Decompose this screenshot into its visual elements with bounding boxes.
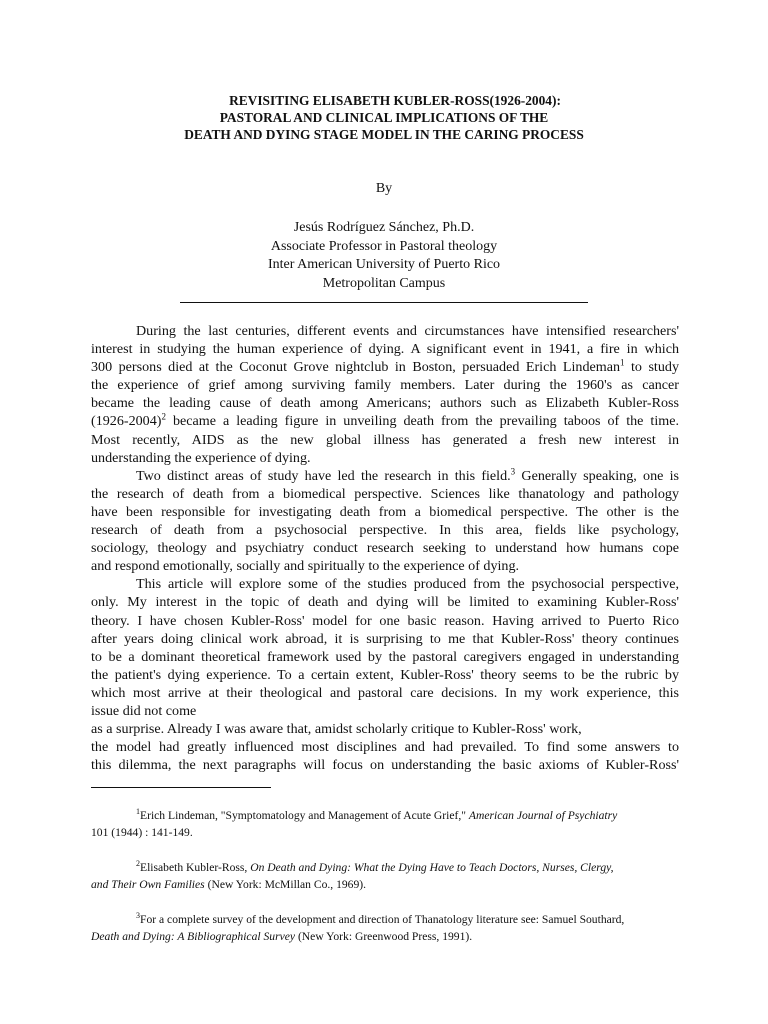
body-line: this dilemma, the next paragraphs will focus on understanding the basic axioms of Kubler-Ross': [91, 757, 679, 774]
body-line: Two distinct areas of study have led the research in this field.$^3$ Generally speaking, one is: [136, 466, 679, 484]
author-institution: Inter American University of Puerto Rico: [267, 257, 501, 272]
body-line: Most recently, AIDS as the new global illness has generated a fresh new interest in: [91, 431, 679, 448]
footnote-divider: [91, 787, 271, 788]
footnote-number: 3: [136, 911, 140, 921]
body-line: only. My interest in the topic of death and dying will be limited to examining Kubler-Ross': [91, 594, 679, 611]
body-text: [91, 322, 679, 774]
footnote-ref-2[interactable]: 2: [161, 411, 166, 422]
body-line: to be a dominant theoretical framework used by the pastoral caregivers engaged in understanding: [91, 648, 679, 665]
author-position: Associate Professor in Pastoral theology: [270, 238, 498, 254]
body-line: research of death from a psychosocial perspective. In this area, fields like psychology,: [91, 522, 679, 539]
body-line: the experience of grief among surviving family members. Later during the 1960's as cancer: [91, 377, 679, 394]
body-line: have been responsible for investigating death from a biomedical perspective. The other is the: [91, 503, 679, 520]
body-line: the patient's dying experience. To a certain extent, Kubler-Ross' theory seems to be the rubric by: [91, 666, 679, 683]
body-line: 300 persons died at the Coconut Grove nightclub in Boston, persuaded Erich Lindeman$^1$ to study: [91, 357, 679, 376]
byline: By: [375, 181, 393, 196]
body-line: sociology, theology and psychiatry conduct research seeking to understand how humans cope: [91, 540, 679, 557]
body-line: issue did not come: [91, 702, 197, 719]
body-line: (1926-2004)$^2$ became a leading figure in unveiling death from the prevailing taboos of the time.: [91, 411, 679, 430]
body-line: and respond emotionally, socially and spiritually to the experience of dying.: [91, 558, 520, 575]
body-line: During the last centuries, different events and circumstances have intensified researchers': [136, 323, 679, 339]
author-campus: Metropolitan Campus: [322, 275, 446, 291]
document-title: [90, 92, 678, 143]
journal-title: American Journal of Psychiatry: [468, 809, 618, 822]
body-line: which most arrive at their theological and pastoral care decisions. In my work experience, this: [91, 684, 679, 701]
footnote-2: $^2$Elisabeth Kubler-Ross, On Death and Dying: What the Dying Have to Teach Doctors, Nurses, Clergy, and Their Own Families (New York: McMillan Co., 1969).: [91, 859, 614, 891]
footnote-1: $^1$Erich Lindeman, "Symptomatology and Management of Acute Grief," American Journal of Psychiatry 101 (1944) : 141-149.: [91, 807, 618, 839]
body-line: understanding the experience of dying.: [91, 449, 311, 466]
book-title-cont: and Their Own Families: [91, 877, 205, 891]
body-line: theory. I have chosen Kubler-Ross' model for one basic reason. Having arrived to Puerto Rico: [91, 612, 679, 629]
body-line: became the leading cause of death among Americans; authors such as Elizabeth Kubler-Ross: [91, 395, 679, 412]
author-block: [0, 219, 768, 293]
body-line: after years doing clinical work abroad, it is surprising to me that Kubler-Ross' theory continues: [91, 630, 679, 647]
footnote-ref-1[interactable]: 1: [620, 357, 625, 368]
footnote-ref-3[interactable]: 3: [510, 466, 516, 477]
body-line: the model had greatly influenced most disciplines and had prevailed. To find some answers to: [91, 739, 679, 756]
body-line: the research of death from a biomedical perspective. Sciences like thanatology and pathology: [91, 485, 679, 502]
title-line-3: DEATH AND DYING STAGE MODEL IN THE CARING PROCESS: [184, 127, 584, 142]
body-line: as a surprise. Already I was aware that, amidst scholarly critique to Kubler-Ross' work,: [91, 721, 582, 738]
author-name: Jesús Rodríguez Sánchez, Ph.D.: [293, 220, 475, 235]
footnote-3: $^3$For a complete survey of the development and direction of Thanatology literature see: Samuel Southard, Death and Dying: A Bibliographical Survey (New York: Greenwood Press, 1991).: [91, 911, 625, 943]
footnote-number: 2: [136, 859, 140, 869]
title-line-1: REVISITING ELISABETH KUBLER-ROSS(1926-2004):: [229, 93, 561, 108]
body-line: interest in studying the human experience of dying. A significant event in 1941, a fire in which: [91, 341, 679, 358]
title-line-2: PASTORAL AND CLINICAL IMPLICATIONS OF THE: [219, 110, 549, 125]
footnote-number: 1: [136, 807, 140, 817]
book-title: On Death and Dying: What the Dying Have to Teach Doctors, Nurses, Clergy,: [250, 861, 614, 874]
body-line: This article will explore some of the studies produced from the psychosocial perspective,: [136, 576, 679, 593]
footnotes: [91, 808, 679, 964]
header-divider: [180, 302, 588, 303]
book-title: Death and Dying: A Bibliographical Survey: [91, 929, 296, 943]
